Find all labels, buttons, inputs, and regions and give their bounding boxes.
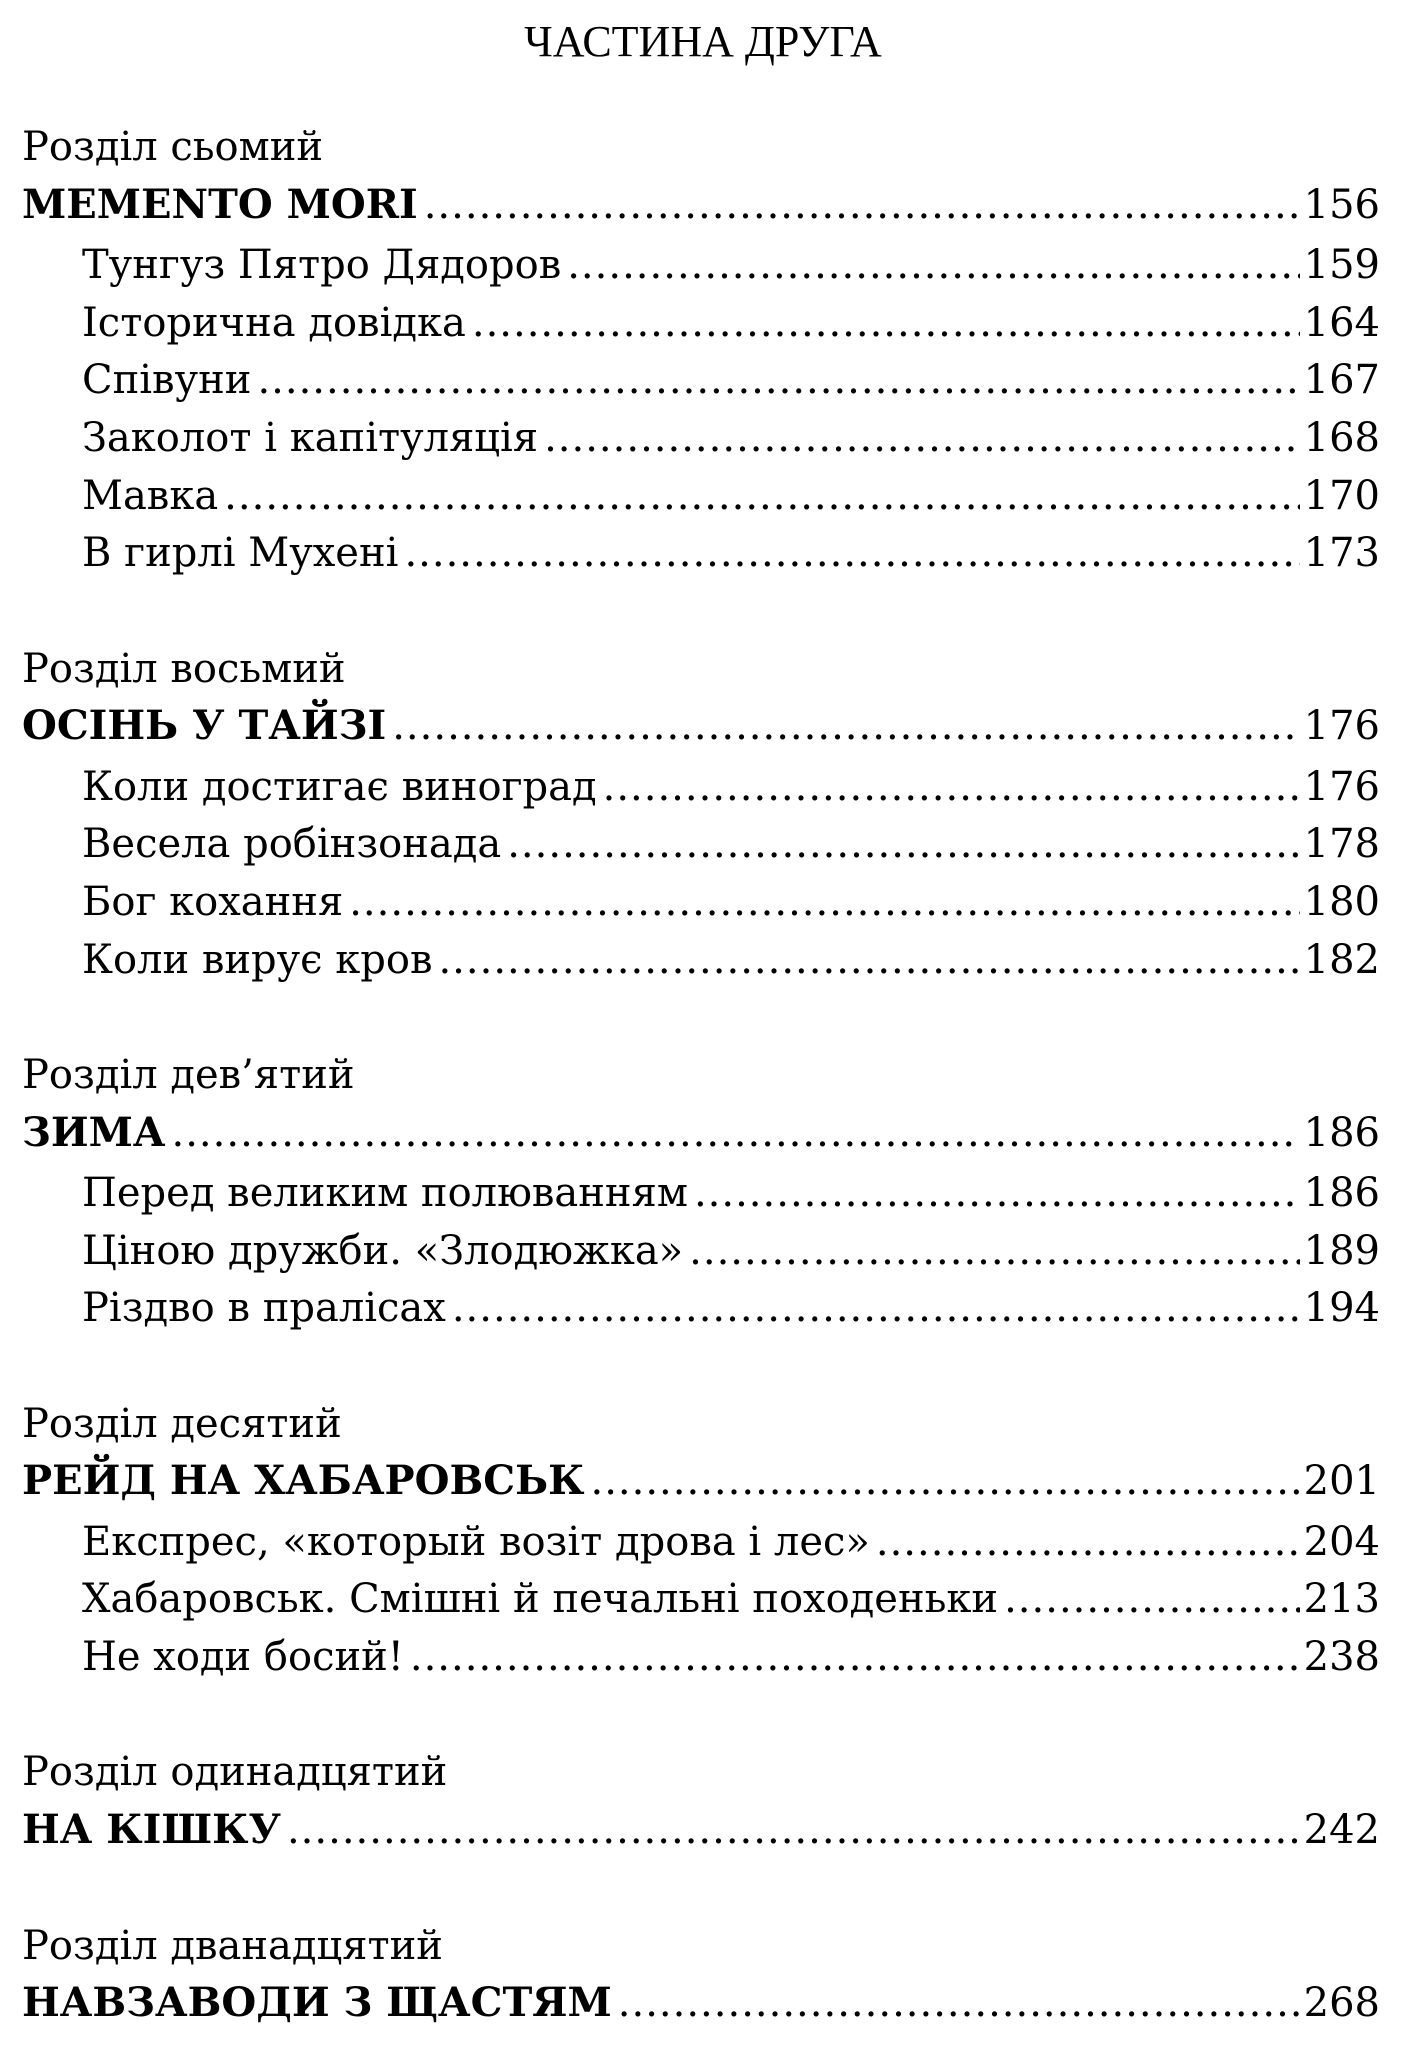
dot-leader — [618, 1974, 1300, 2032]
page-number: 178 — [1303, 821, 1380, 867]
chapter-title: ОСІНЬ У ТАЙЗІ — [22, 702, 387, 749]
page-number: 186 — [1303, 1110, 1380, 1156]
page-number: 156 — [1303, 182, 1380, 228]
dot-leader — [1004, 1570, 1300, 1628]
dot-leader — [590, 1452, 1299, 1510]
dot-leader — [424, 176, 1300, 234]
dot-leader — [603, 758, 1300, 816]
entry-title: Хабаровськ. Смішні й печальні походеньки — [82, 1576, 999, 1622]
page-number: 164 — [1303, 300, 1380, 346]
dot-leader — [507, 815, 1299, 873]
entry-title: Мавка — [82, 473, 219, 519]
dot-leader — [544, 409, 1300, 467]
toc-chapter-entry[interactable] — [22, 1974, 1380, 2032]
dot-leader — [689, 1222, 1299, 1280]
toc-chapter-entry[interactable] — [22, 1452, 1380, 1510]
toc-entry[interactable] — [82, 873, 1380, 931]
dot-leader — [410, 1628, 1300, 1686]
section-label: Розділ восьмий — [22, 646, 346, 692]
dot-leader — [392, 697, 1299, 755]
entry-title: Коли вирує кров — [82, 937, 433, 983]
part-title: ЧАСТИНА ДРУГА — [524, 17, 882, 66]
toc-entry[interactable] — [82, 1222, 1380, 1280]
page-number: 194 — [1303, 1285, 1380, 1331]
dot-leader — [438, 931, 1299, 989]
toc-entry[interactable] — [82, 815, 1380, 873]
toc-entry[interactable] — [82, 931, 1380, 989]
entry-title: Перед великим полюванням — [82, 1170, 688, 1216]
toc-entry[interactable] — [82, 236, 1380, 294]
section-label: Розділ сьомий — [22, 124, 324, 170]
page-number: 173 — [1303, 530, 1380, 576]
page-number: 168 — [1303, 415, 1380, 461]
page-number: 182 — [1303, 937, 1380, 983]
entry-title: Тунгуз Пятро Дядоров — [82, 242, 562, 288]
dot-leader — [287, 1801, 1300, 1859]
toc-entry[interactable] — [82, 467, 1380, 525]
entry-title: Не ходи босий! — [82, 1634, 404, 1680]
entry-title: Співуни — [82, 357, 252, 403]
section-label: Розділ дев’ятий — [22, 1052, 355, 1098]
dot-leader — [876, 1513, 1300, 1571]
dot-leader — [404, 524, 1299, 582]
toc-chapter-entry[interactable] — [22, 1801, 1380, 1859]
dot-leader — [452, 1279, 1300, 1337]
chapter-title: ЗИМА — [22, 1109, 166, 1156]
toc-chapter-entry[interactable] — [22, 176, 1380, 234]
dot-leader — [349, 873, 1299, 931]
dot-leader — [224, 467, 1299, 525]
toc-entry[interactable] — [82, 1164, 1380, 1222]
entry-title: Заколот і капітуляція — [82, 415, 539, 461]
toc-entry[interactable] — [82, 409, 1380, 467]
toc-entry[interactable] — [82, 1628, 1380, 1686]
page-number: 176 — [1303, 703, 1380, 749]
section-label: Розділ десятий — [22, 1401, 342, 1447]
entry-title: Різдво в пралісах — [82, 1285, 446, 1331]
page-number: 176 — [1303, 764, 1380, 810]
dot-leader — [694, 1164, 1300, 1222]
entry-title: Бог кохання — [82, 879, 344, 925]
chapter-title: НА КІШКУ — [22, 1806, 281, 1853]
toc-entry[interactable] — [82, 1570, 1380, 1628]
toc-chapter-entry[interactable] — [22, 1104, 1380, 1162]
page-number: 268 — [1303, 1980, 1380, 2026]
toc-entry[interactable] — [82, 294, 1380, 352]
page-number: 186 — [1303, 1170, 1380, 1216]
section-label: Розділ дванадцятий — [22, 1923, 443, 1969]
toc-entry[interactable] — [82, 1279, 1380, 1337]
page-number: 170 — [1303, 473, 1380, 519]
page-number: 213 — [1303, 1576, 1380, 1622]
page-number: 238 — [1303, 1634, 1380, 1680]
entry-title: Експрес, «который возіт дрова і лес» — [82, 1519, 870, 1565]
entry-title: Весела робінзонада — [82, 821, 502, 867]
dot-leader — [172, 1104, 1300, 1162]
page-number: 167 — [1303, 357, 1380, 403]
chapter-title: РЕЙД НА ХАБАРОВСЬК — [22, 1457, 585, 1504]
toc-entry[interactable] — [82, 524, 1380, 582]
dot-leader — [472, 294, 1300, 352]
chapter-title: MEMENTO MORI — [22, 181, 418, 228]
entry-title: Коли достигає виноград — [82, 764, 597, 810]
section-label: Розділ одинадцятий — [22, 1749, 448, 1795]
page-number: 180 — [1303, 879, 1380, 925]
entry-title: В гирлі Мухені — [82, 530, 399, 576]
page-number: 189 — [1303, 1228, 1380, 1274]
page-number: 159 — [1303, 242, 1380, 288]
toc-entry[interactable] — [82, 758, 1380, 816]
entry-title: Історична довідка — [82, 300, 466, 346]
page-number: 242 — [1303, 1807, 1380, 1853]
toc-entry[interactable] — [82, 1513, 1380, 1571]
toc-chapter-entry[interactable] — [22, 697, 1380, 755]
dot-leader — [257, 351, 1299, 409]
toc-entry[interactable] — [82, 351, 1380, 409]
page-number: 204 — [1303, 1519, 1380, 1565]
entry-title: Ціною дружби. «Злодюжка» — [82, 1228, 684, 1274]
page-number: 201 — [1303, 1458, 1380, 1504]
chapter-title: НАВЗАВОДИ З ЩАСТЯМ — [22, 1979, 612, 2026]
dot-leader — [567, 236, 1299, 294]
